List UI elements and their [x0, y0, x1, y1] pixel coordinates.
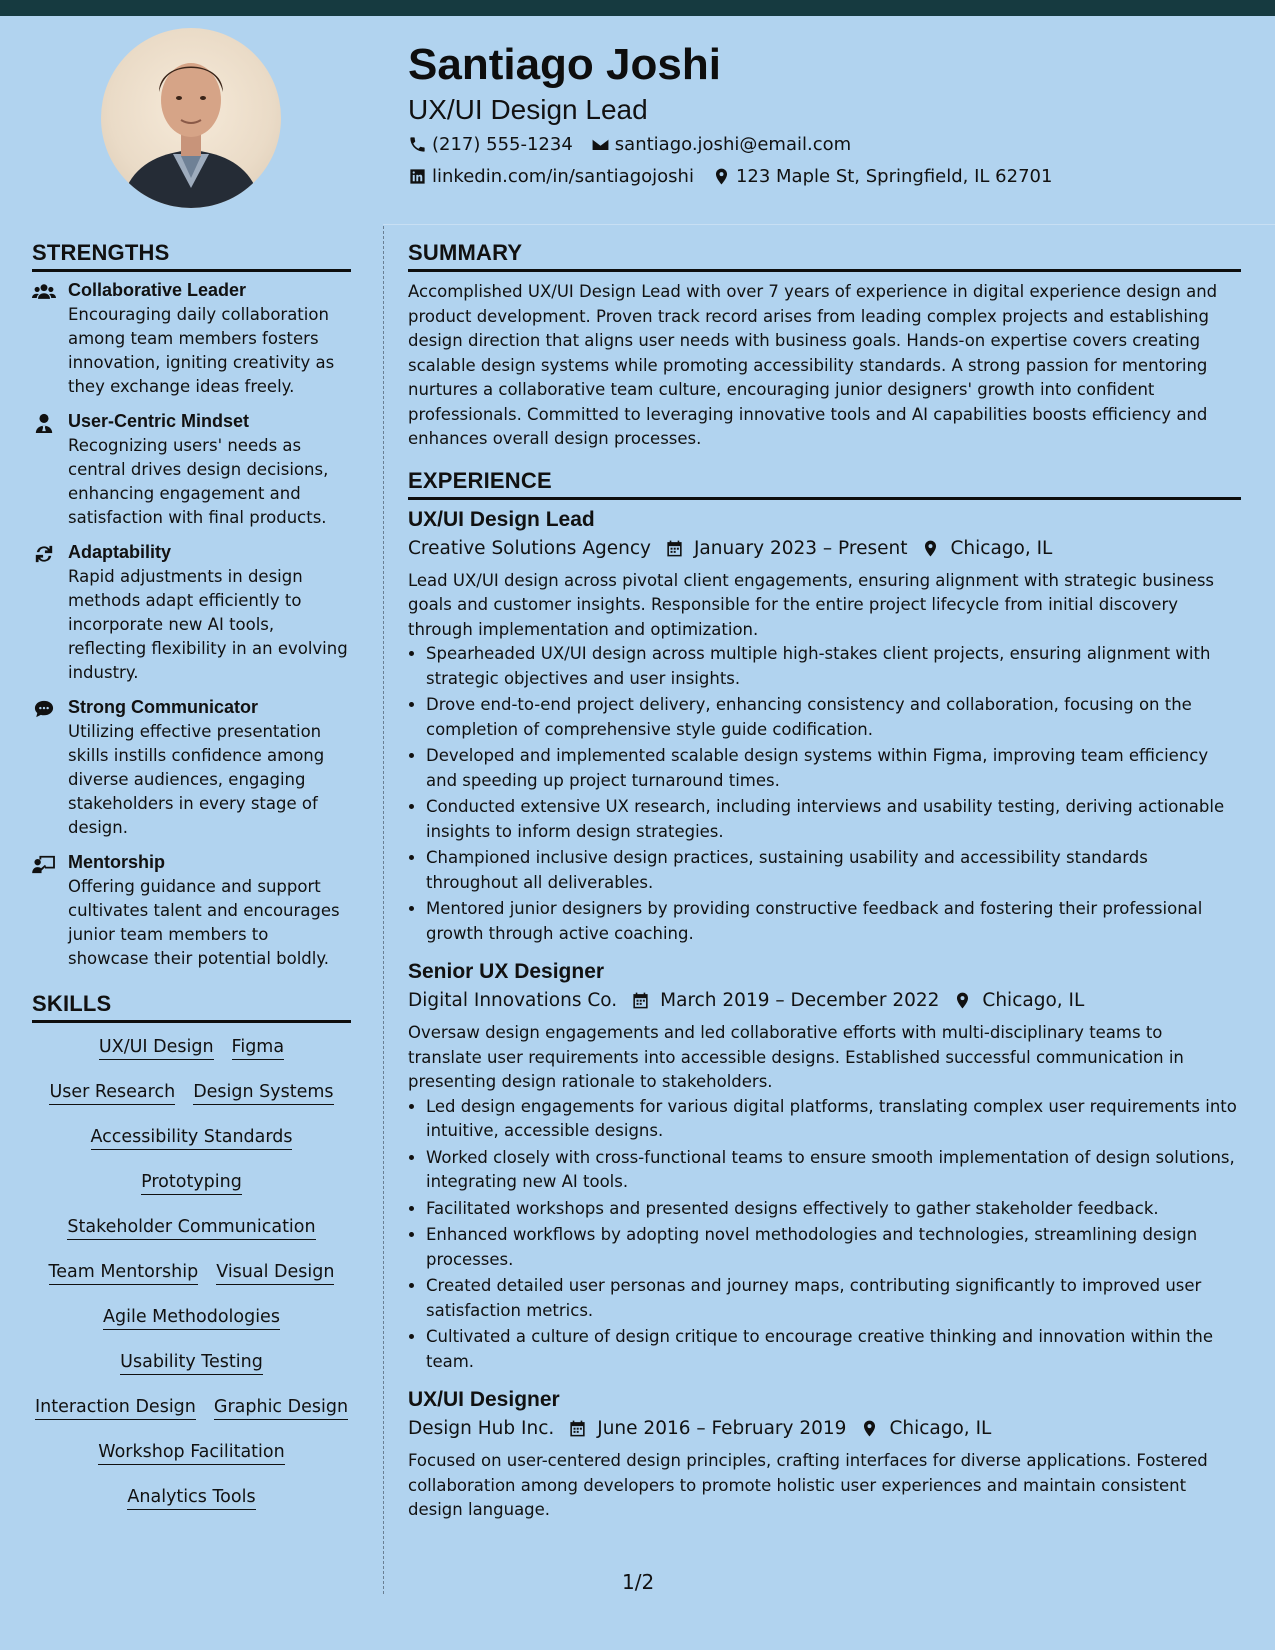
- strength-body: [68, 280, 351, 399]
- contact-row-1: [408, 134, 851, 155]
- skills-list: [32, 1037, 351, 1532]
- job-bullet: • Cultivated a culture of design critique to encourage creative thinking and innovation within the team.: [426, 1325, 1241, 1374]
- strength-title: Mentorship: [68, 852, 165, 872]
- skill-row: [35, 1397, 348, 1442]
- job-title: Senior UX Designer: [408, 960, 605, 983]
- skill-tag: UX/UI Design: [99, 1037, 214, 1060]
- job-bullet: • Spearheaded UX/UI design across multiple high-stakes client projects, ensuring alignment with strategic objectives and user insights.: [426, 642, 1241, 691]
- skill-tag: Accessibility Standards: [91, 1127, 293, 1150]
- candidate-title: UX/UI Design Lead: [408, 94, 648, 125]
- contact-phone: [408, 134, 573, 155]
- skill-row: [127, 1487, 255, 1532]
- strength-body: [68, 852, 351, 971]
- job-location: Chicago, IL: [950, 537, 1053, 559]
- teacher-icon: [32, 854, 56, 876]
- job-dates: June 2016 – February 2019: [597, 1418, 847, 1439]
- strength-title: Collaborative Leader: [68, 280, 247, 300]
- phone-text: (217) 555-1234: [432, 134, 573, 155]
- job-company: Digital Innovations Co.: [408, 990, 618, 1011]
- phone-icon: [408, 135, 427, 154]
- job-location: Chicago, IL: [889, 1418, 992, 1439]
- strengths-list: [32, 280, 351, 971]
- strength-description: Offering guidance and support cultivates talent and encourages junior team members to showcase their potential boldly.: [68, 877, 340, 968]
- map-pin-icon: [712, 167, 731, 186]
- calendar-icon: [554, 1419, 597, 1438]
- calendar-icon: [617, 991, 660, 1010]
- job-description: Lead UX/UI design across pivotal client engagements, ensuring alignment with strategic business goals and customer insights. Responsible for the entire project lifecycle from initial discovery through implementation and optimization.: [408, 570, 1215, 639]
- skill-row: [49, 1082, 333, 1127]
- skill-tag: Analytics Tools: [127, 1487, 255, 1510]
- strength-item: [32, 697, 351, 840]
- strength-description: Recognizing users' needs as central drives design decisions, enhancing engagement and satisfaction with final products.: [68, 436, 329, 527]
- strength-title: Strong Communicator: [68, 697, 259, 717]
- job-location: Chicago, IL: [982, 990, 1085, 1011]
- skill-row: [141, 1172, 242, 1217]
- job-company: Creative Solutions Agency: [408, 537, 651, 559]
- profile-photo-illustration: [101, 28, 281, 208]
- address-text: 123 Maple St, Springfield, IL 62701: [735, 166, 1053, 187]
- strength-body: [68, 542, 351, 685]
- job-bullet: • Led design engagements for various digital platforms, translating complex user requirements into intuitive, accessible designs.: [426, 1095, 1241, 1144]
- job-title: UX/UI Design Lead: [408, 507, 595, 531]
- skill-row: [91, 1127, 293, 1172]
- experience-heading: EXPERIENCE: [408, 468, 1241, 500]
- top-accent-bar: [0, 0, 1275, 16]
- job-dates: January 2023 – Present: [693, 537, 908, 559]
- job-meta: [408, 990, 1241, 1011]
- skills-heading: SKILLS: [32, 991, 351, 1023]
- job-bullet: • Created detailed user personas and journey maps, contributing significantly to improved user satisfaction metrics.: [426, 1274, 1241, 1323]
- strength-item: [32, 852, 351, 971]
- column-divider: [383, 226, 384, 1594]
- strength-item: [32, 542, 351, 685]
- job-meta: [408, 538, 1241, 559]
- page-number: 1/2: [622, 1570, 655, 1594]
- job-bullet: • Championed inclusive design practices, sustaining usability and accessibility standards throughout all deliverables.: [426, 846, 1241, 895]
- skill-tag: Agile Methodologies: [103, 1307, 280, 1330]
- contact-row-2: [408, 166, 1052, 187]
- job-title: UX/UI Designer: [408, 1388, 560, 1411]
- right-column: [408, 240, 1241, 1537]
- map-pin-icon: [846, 1419, 889, 1438]
- profile-photo: [101, 28, 281, 208]
- map-pin-icon: [939, 991, 982, 1010]
- summary-text: Accomplished UX/UI Design Lead with over 7 years of experience in digital experience design and product development. Proven track record arises from leading complex projects and establishing design direction that aligns user needs with business goals. Hands-on expertise covers creating scalable design systems while promoting accessibility standards. A strong passion for mentoring nurtures a collaborative team culture, encouraging junior designers' growth into confident professionals. Committed to leveraging innovative tools and AI capabilities boosts efficiency and enhances overall design processes.: [408, 282, 1218, 448]
- skill-tag: Workshop Facilitation: [98, 1442, 284, 1465]
- contact-linkedin[interactable]: [408, 166, 694, 187]
- job-entry: [408, 508, 1241, 947]
- envelope-icon: [591, 135, 610, 154]
- strength-body: [68, 697, 351, 840]
- job-bullet: • Worked closely with cross-functional teams to ensure smooth implementation of design solutions, integrating new AI tools.: [426, 1146, 1241, 1195]
- skill-row: [49, 1262, 335, 1307]
- job-entry: [408, 960, 1241, 1374]
- job-bullet: • Facilitated workshops and presented designs effectively to gather stakeholder feedback.: [426, 1197, 1241, 1222]
- chat-icon: [32, 699, 56, 721]
- map-pin-icon: [907, 539, 950, 558]
- job-company: Design Hub Inc.: [408, 1418, 555, 1439]
- skill-row: [120, 1352, 263, 1397]
- skill-row: [67, 1217, 315, 1262]
- job-bullet: • Conducted extensive UX research, including interviews and usability testing, deriving actionable insights to inform design strategies.: [426, 795, 1241, 844]
- job-bullet: • Developed and implemented scalable design systems within Figma, improving team efficiency and speeding up project turnaround times.: [426, 744, 1241, 793]
- user-tie-icon: [32, 413, 56, 435]
- left-column: [32, 240, 351, 1532]
- linkedin-icon: [408, 167, 427, 186]
- summary-heading: SUMMARY: [408, 240, 1241, 272]
- experience-list: [408, 508, 1241, 1523]
- strength-body: [68, 411, 351, 530]
- skill-tag: User Research: [49, 1082, 175, 1105]
- strength-description: Rapid adjustments in design methods adapt efficiently to incorporate new AI tools, reflecting flexibility in an evolving industry.: [68, 567, 348, 682]
- skill-tag: Usability Testing: [120, 1352, 263, 1375]
- candidate-name: Santiago Joshi: [408, 40, 721, 89]
- job-bullets: [408, 642, 1241, 946]
- skill-tag: Prototyping: [141, 1172, 242, 1195]
- job-bullets: [408, 1095, 1241, 1375]
- job-bullet: • Enhanced workflows by adopting novel methodologies and technologies, streamlining design processes.: [426, 1223, 1241, 1272]
- job-description: Focused on user-centered design principles, crafting interfaces for diverse applications. Fostered collaboration among developers to promote holistic user experiences and maintain consistent design language.: [408, 1451, 1208, 1519]
- skill-tag: Visual Design: [216, 1262, 334, 1285]
- job-entry: [408, 1388, 1241, 1523]
- contact-email[interactable]: [591, 134, 851, 155]
- job-meta: [408, 1418, 1241, 1439]
- skill-row: [103, 1307, 280, 1352]
- skill-row: [98, 1442, 284, 1487]
- skill-row: [99, 1037, 284, 1082]
- strength-title: User-Centric Mindset: [68, 411, 250, 431]
- header-divider: [383, 224, 1275, 225]
- strength-title: Adaptability: [68, 542, 172, 562]
- sync-icon: [32, 544, 56, 566]
- job-bullet: • Drove end-to-end project delivery, enhancing consistency and collaboration, focusing on the completion of comprehensive style guide codification.: [426, 693, 1241, 742]
- strength-description: Encouraging daily collaboration among team members fosters innovation, igniting creativity as they exchange ideas freely.: [68, 305, 335, 396]
- email-text[interactable]: santiago.joshi@email.com: [614, 134, 852, 155]
- strength-item: [32, 280, 351, 399]
- skill-tag: Figma: [232, 1037, 285, 1060]
- skill-tag: Team Mentorship: [49, 1262, 199, 1285]
- skill-tag: Graphic Design: [214, 1397, 348, 1420]
- linkedin-text[interactable]: linkedin.com/in/santiagojoshi: [432, 166, 694, 187]
- job-bullet: • Mentored junior designers by providing constructive feedback and fostering their professional growth through active coaching.: [426, 897, 1241, 946]
- calendar-icon: [651, 539, 694, 558]
- skill-tag: Stakeholder Communication: [67, 1217, 315, 1240]
- job-description: Oversaw design engagements and led collaborative efforts with multi-disciplinary teams to translate user requirements into accessible designs. Established successful communication in presenting design rationale to stakeholders.: [408, 1023, 1184, 1091]
- users-icon: [32, 282, 56, 304]
- skill-tag: Design Systems: [193, 1082, 333, 1105]
- strength-description: Utilizing effective presentation skills instills confidence among diverse audiences, engaging stakeholders in every stage of design.: [68, 722, 325, 837]
- job-dates: March 2019 – December 2022: [660, 990, 940, 1011]
- strengths-heading: STRENGTHS: [32, 240, 351, 272]
- skill-tag: Interaction Design: [35, 1397, 196, 1420]
- strength-item: [32, 411, 351, 530]
- contact-address: [712, 166, 1052, 187]
